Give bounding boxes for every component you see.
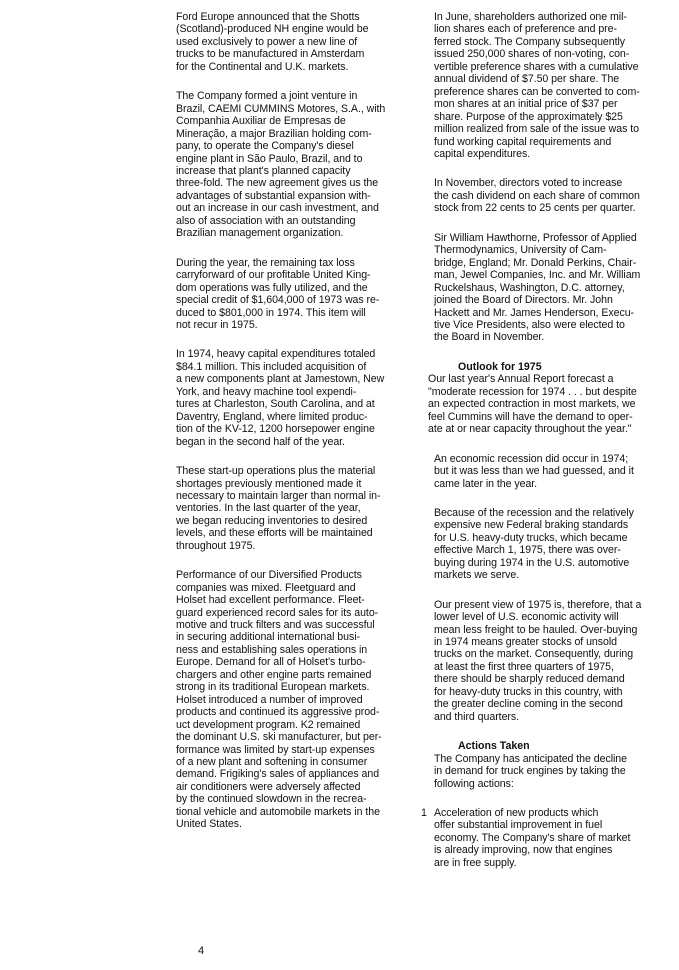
paragraph-board-of-directors: Sir William Hawthorne, Professor of Applied Thermodynamics, University of Cam- bridge, England; Mr. Donald Perkins, Chair- man, Jewel Companies, Inc. and Mr. William Ruckelshaus, Washington, D.C. attorney, joined the Board of Directors. Mr. John Hackett and Mr. James Henderson, Execu- tive Vice Presidents, also were elected to the Board in November. xyxy=(434,231,641,344)
paragraph-tax-loss-carryforward: During the year, the remaining tax loss carryforward of our profitable United King- dom operations was fully utilized, and the special credit of $1,604,000 of 1973 was re- duced to $801,000 in 1974. This item will not recur in 1975. xyxy=(176,256,380,331)
outlook-heading: Outlook for 1975 xyxy=(458,360,542,373)
right-column xyxy=(421,11,672,869)
paragraph-actions-intro: The Company has anticipated the decline in demand for truck engines by taking the following actions: xyxy=(434,752,627,790)
left-column xyxy=(176,11,404,831)
actions-list-item xyxy=(421,807,672,869)
paragraph-recession-1974: An economic recession did occur in 1974; but it was less than we had guessed, and it came later in the year. xyxy=(434,452,634,490)
paragraph-capital-expenditures: In 1974, heavy capital expenditures totaled $84.1 million. This included acquisition of a new components plant at Jamestown, New York, and heavy machine tool expendi- tures at Charleston, South Carolina, and at Daventry, England, where limited produc- tion of the KV-12, 1200 horsepower engine began in the second half of the year. xyxy=(176,348,385,448)
page-number: 4 xyxy=(198,945,205,957)
paragraph-braking-standards: Because of the recession and the relatively expensive new Federal braking standards for U.S. heavy-duty trucks, which became effective March 1, 1975, there was over- buying during 1974 in the U.S. automotive markets we serve. xyxy=(434,506,634,582)
paragraph-ford-europe: Ford Europe announced that the Shotts (Scotland)-produced NH engine would be used exclusively to power a new line of trucks to be manufactured in Amsterdam for the Continental and U.K. markets. xyxy=(176,11,369,73)
list-item-number: 1 xyxy=(421,807,427,820)
paragraph-cash-dividend: In November, directors voted to increase the cash dividend on each share of common stock from 22 cents to 25 cents per quarter. xyxy=(434,177,640,215)
actions-heading: Actions Taken xyxy=(458,740,530,753)
paragraph-view-of-1975: Our present view of 1975 is, therefore, that a lower level of U.S. economic activity will mean less freight to be hauled. Over-buying in 1974 means greater stocks of unsold trucks on the market. Consequently, during at least the first three quarters of 1975, there should be sharply reduced demand for heavy-duty trucks in this country, with the greater decline coming in the second and third quarters. xyxy=(434,598,642,723)
list-item-text: Acceleration of new products which offer substantial improvement in fuel economy. The Company's share of market is already improving, now that engines are in free supply. xyxy=(434,807,631,869)
paragraph-forecast-quote: Our last year's Annual Report forecast a "moderate recession for 1974 . . . but despite an expected contraction in most markets, we feel Cummins will have the demand to oper- ate at or near capacity throughout the year." xyxy=(428,373,637,436)
paragraph-brazil-joint-venture: The Company formed a joint venture in Brazil, CAEMI CUMMINS Motores, S.A., with Companhia Auxiliar de Empresas de Mineração, a major Brazilian holding com- pany, to operate the Company's diesel engine plant in São Paulo, Brazil, and to increase that plant's planned capacity three-fold. The new agreement gives us the advantages of substantial expansion with- out an increase in our cash investment, and also of association with an outstanding Brazilian management organization. xyxy=(176,90,386,240)
paragraph-diversified-products: Performance of our Diversified Products companies was mixed. Fleetguard and Holset had excellent performance. Fleet- guard experienced record sales for its auto- motive and truck filters and was successful in securing additional international busi- ness and establishing sales operations in Europe. Demand for all of Holset's turbo- chargers and other engine parts remained strong in its traditional European markets. Holset introduced a number of improved products and continued its aggressive prod- uct development program. K2 remained the dominant U.S. ski manufacturer, but per- formance was limited by start-up expenses of a new plant and softening in consumer demand. Frigiking's sales of appliances and air conditioners were adversely affected by the continued slowdown in the recrea- tional vehicle and automobile markets in the United States. xyxy=(176,569,382,831)
paragraph-shares-authorized: In June, shareholders authorized one mil- lion shares each of preference and pre- ferred stock. The Company subsequently issued 250,000 shares of non-voting, con- vertible preference shares with a cumulative annual dividend of $7.50 per share. The preference shares can be converted to com- mon shares at an initial price of $37 per share. Purpose of the approximately $25 million realized from sale of the issue was to fund working capital requirements and capital expenditures. xyxy=(434,11,640,160)
paragraph-start-up-inventories: These start-up operations plus the material shortages previously mentioned made it necessary to maintain larger than normal in- ventories. In the last quarter of the year, we began reducing inventories to desired levels, and these efforts will be maintained throughout 1975. xyxy=(176,465,381,552)
